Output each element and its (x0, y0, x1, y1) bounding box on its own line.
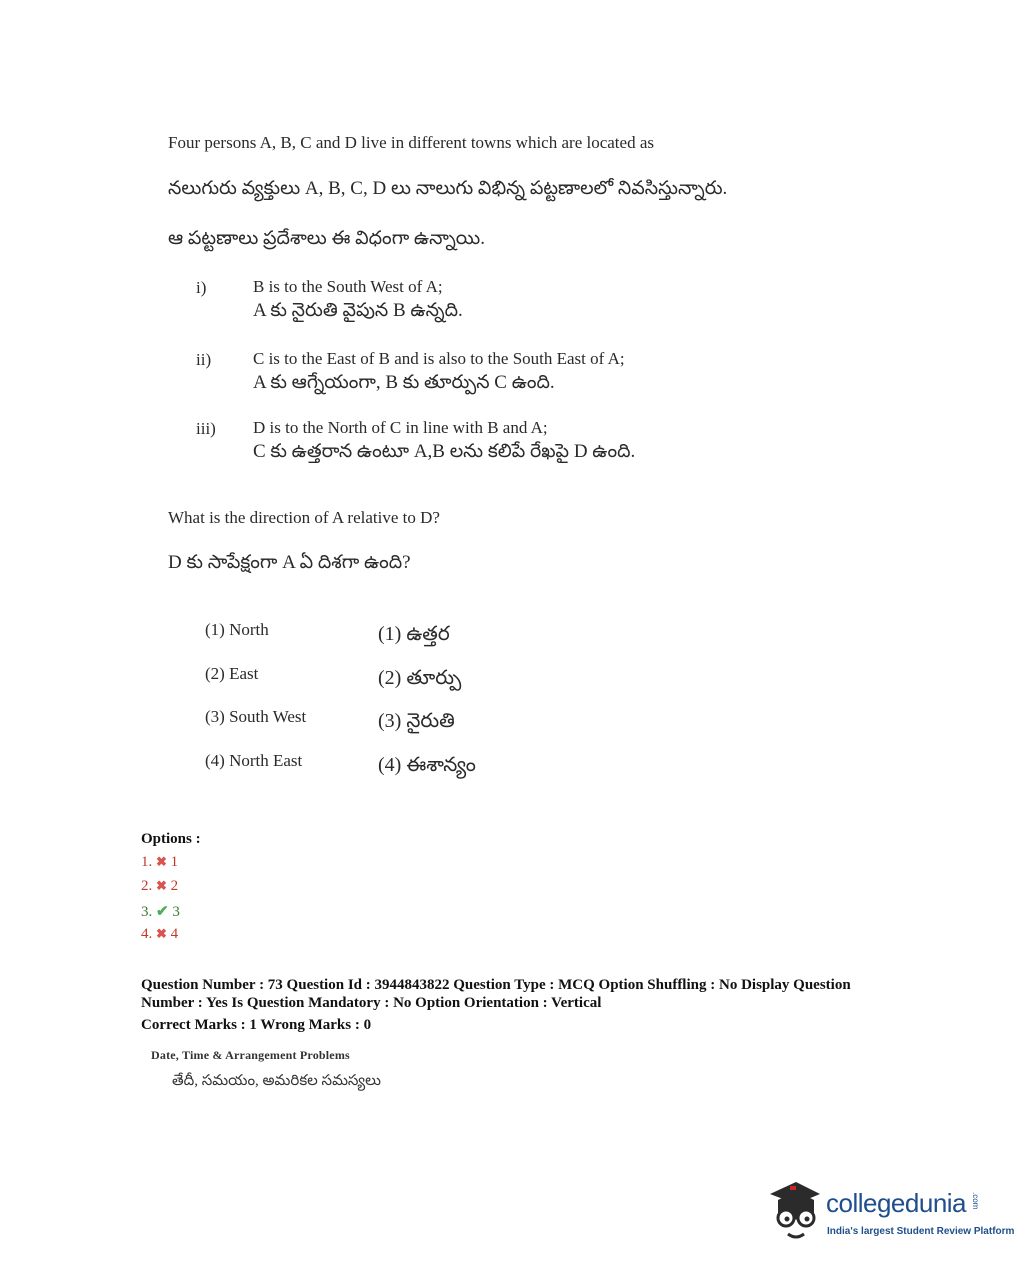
statement-en: B is to the South West of A; (253, 277, 443, 296)
statement-te: A కు నైరుతి వైపున B ఉన్నది. (253, 300, 463, 321)
question-meta-line: Number : Yes Is Question Mandatory : No Option Orientation : Vertical (141, 995, 602, 1011)
choice-te: (4) ఈశాన్యం (378, 754, 476, 776)
option-row (141, 854, 178, 871)
question-ask-te: D కు సాపేక్షంగా A ఏ దిశగా ఉంది? (168, 552, 411, 573)
mascot-icon (766, 1178, 824, 1244)
choice-en: (4) North East (205, 751, 303, 770)
option-value: 1 (170, 854, 179, 870)
statement-te: A కు ఆగ్నేయంగా, B కు తూర్పున C ఉంది. (253, 372, 555, 393)
logo-wordmark: collegedunia (826, 1188, 967, 1218)
statement-number: i) (196, 278, 207, 297)
choice-te: (2) తూర్పు (378, 667, 462, 689)
option-value: 2 (170, 878, 179, 894)
choice-en: (3) South West (205, 707, 307, 726)
statement-en: C is to the East of B and is also to the South East of A; (253, 349, 625, 368)
cross-icon: ✖ (156, 878, 167, 893)
logo-tagline: India's largest Student Review Platform (827, 1226, 1015, 1237)
logo-suffix: .com (971, 1192, 980, 1210)
statement-en: D is to the North of C in line with B and A; (253, 418, 548, 437)
section-title-en: Date, Time & Arrangement Problems (151, 1048, 350, 1062)
choice-en: (1) North (205, 620, 269, 639)
question-intro-en: Four persons A, B, C and D live in different towns which are located as (168, 133, 654, 152)
statement-te: C కు ఉత్తరాన ఉంటూ A,B లను కలిపే రేఖపై D ఉంది. (253, 441, 636, 462)
option-number: 2. (141, 878, 153, 894)
question-intro-te-2: ఆ పట్టణాలు ప్రదేశాలు ఈ విధంగా ఉన్నాయి. (168, 228, 485, 249)
choice-te: (3) నైరుతి (378, 710, 455, 732)
collegedunia-logo (766, 1178, 1015, 1248)
question-ask-en: What is the direction of A relative to D? (168, 508, 440, 527)
cross-icon: ✖ (156, 854, 167, 869)
options-label: Options : (141, 831, 201, 847)
question-marks: Correct Marks : 1 Wrong Marks : 0 (141, 1017, 372, 1033)
option-row (141, 878, 178, 895)
statement-number: iii) (196, 419, 216, 438)
section-title-te: తేదీ, సమయం, అమరికల సమస్యలు (172, 1073, 381, 1089)
check-icon: ✔ (156, 904, 169, 920)
option-value: 3 (172, 904, 180, 920)
option-row (141, 926, 178, 943)
choice-te: (1) ఉత్తర (378, 623, 450, 645)
question-intro-te-1: నలుగురు వ్యక్తులు A, B, C, D లు నాలుగు విభిన్న పట్టణాలలో నివసిస్తున్నారు. (168, 178, 728, 199)
option-number: 3. (141, 904, 153, 920)
choice-en: (2) East (205, 664, 259, 683)
option-number: 4. (141, 926, 153, 942)
option-number: 1. (141, 854, 153, 870)
question-meta-line: Question Number : 73 Question Id : 3944843822 Question Type : MCQ Option Shuffling : No Display Question (141, 977, 851, 993)
option-value: 4 (170, 926, 179, 942)
option-row (141, 902, 180, 921)
statement-number: ii) (196, 350, 212, 369)
cross-icon: ✖ (156, 926, 167, 941)
